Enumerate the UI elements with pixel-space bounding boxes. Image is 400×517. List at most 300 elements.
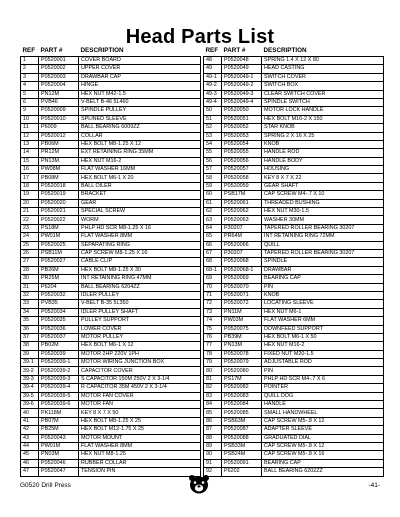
ref-cell: 20: [21, 199, 39, 207]
grizzly-bear-logo-icon: [188, 474, 210, 494]
table-row: [204, 275, 384, 283]
description-cell: SPECIAL SCREW: [79, 208, 201, 216]
ref-cell: 58: [204, 174, 222, 182]
table-row: [204, 417, 384, 425]
ref-cell: 35: [21, 317, 39, 325]
description-cell: TAPERED ROLLER BEARING 30207: [262, 224, 384, 232]
table-row: [204, 174, 384, 182]
part-number-cell: P0520078: [222, 350, 262, 358]
ref-cell: 61: [204, 199, 222, 207]
description-header: DESCRIPTION: [263, 47, 307, 54]
part-number-cell: P0520036: [39, 325, 79, 333]
table-row: [204, 283, 384, 291]
table-row: [204, 241, 384, 249]
table-row: [204, 132, 384, 140]
part-number-cell: P0520032: [39, 291, 79, 299]
ref-cell: 44: [21, 442, 39, 450]
description-cell: CAP SCREW M5-.8 X 16: [262, 451, 384, 459]
table-row: [21, 350, 201, 358]
table-row: [204, 199, 384, 207]
description-cell: HEX BOLT M8-1.25 X 12: [79, 140, 201, 148]
ref-cell: 6: [21, 98, 39, 106]
description-cell: LOWER COVER: [79, 325, 201, 333]
description-cell: PIN: [262, 283, 384, 291]
ref-cell: 64: [204, 224, 222, 232]
table-row: [204, 350, 384, 358]
table-row: [21, 132, 201, 140]
table-row: [21, 325, 201, 333]
ref-cell: 54: [204, 140, 222, 148]
part-number-cell: PR25M: [39, 275, 79, 283]
ref-cell: 9: [21, 107, 39, 115]
description-cell: WASHER 30MM: [262, 216, 384, 224]
part-number-cell: PB25M: [39, 426, 79, 434]
description-cell: FLAT WASHER 6MM: [262, 317, 384, 325]
part-number-cell: PSB24M: [222, 451, 262, 459]
table-row: [21, 249, 201, 257]
ref-cell: 75: [204, 325, 222, 333]
table-row: [204, 359, 384, 367]
description-cell: POINTER: [262, 384, 384, 392]
ref-cell: 77: [204, 342, 222, 350]
description-cell: FLAT WASHER 8MM: [79, 442, 201, 450]
ref-cell: 23: [21, 224, 39, 232]
ref-cell: 39-5: [21, 392, 39, 400]
part-number-cell: P0520054: [222, 140, 262, 148]
part-number-cell: P0520049-4: [222, 98, 262, 106]
description-cell: V-BELT B-46 5L460: [79, 98, 201, 106]
part-number-cell: P0520021: [39, 208, 79, 216]
table-row: [21, 98, 201, 106]
part-number-cell: P0520048: [222, 57, 262, 65]
table-row: [21, 216, 201, 224]
part-number-cell: P0520039-2: [39, 367, 79, 375]
ref-cell: 47: [21, 468, 39, 476]
page-number: -41-: [368, 482, 380, 489]
description-cell: KEY 8 X 7 X 50: [79, 409, 201, 417]
part-number-cell: P0520062: [222, 208, 262, 216]
part-number-cell: P0520072: [222, 300, 262, 308]
table-row: [204, 392, 384, 400]
ref-cell: 18: [21, 182, 39, 190]
ref-cell: 85: [204, 409, 222, 417]
ref-cell: 21: [21, 208, 39, 216]
part-number-cell: P0520075: [222, 325, 262, 333]
part-number-cell: P0520049: [222, 65, 262, 73]
description-cell: BEARING CAP: [262, 459, 384, 467]
description-cell: CAP SCREW M5-.8 X 12: [262, 442, 384, 450]
ref-cell: 55: [204, 149, 222, 157]
description-cell: CLEAR SWITCH COVER: [262, 90, 384, 98]
description-cell: MOTOR MOUNT: [79, 434, 201, 442]
description-cell: PHLP HD SCR M4-.7 X 6: [262, 375, 384, 383]
part-number-cell: P0520039-4: [39, 384, 79, 392]
ref-cell: 1: [21, 57, 39, 65]
part-number-cell: P0520004: [39, 82, 79, 90]
ref-cell: 83: [204, 392, 222, 400]
table-row: [204, 291, 384, 299]
table-row: [204, 157, 384, 165]
ref-cell: 50: [204, 107, 222, 115]
table-row: [204, 57, 384, 65]
table-row: [21, 333, 201, 341]
ref-cell: 34: [21, 308, 39, 316]
description-cell: WORM: [79, 216, 201, 224]
table-row: [21, 459, 201, 467]
ref-cell: 24: [21, 233, 39, 241]
table-row: [204, 149, 384, 157]
description-cell: INT RETAINING RING 72MM: [262, 233, 384, 241]
description-cell: BALL BEARING 6204ZZ: [79, 283, 201, 291]
ref-cell: 80: [204, 367, 222, 375]
part-number-cell: P0520039: [39, 350, 79, 358]
ref-cell: 49-2: [204, 82, 222, 90]
ref-cell: 82: [204, 384, 222, 392]
description-cell: SWITCH BOX: [262, 82, 384, 90]
ref-cell: 27: [21, 258, 39, 266]
description-cell: HEX BOLT M6-1 X 50: [262, 333, 384, 341]
description-cell: EXT RETAINING RING 35MM: [79, 149, 201, 157]
table-row: [21, 115, 201, 123]
description-cell: KNOB: [262, 140, 384, 148]
table-row: [21, 82, 201, 90]
part-number-cell: PB02M: [39, 342, 79, 350]
table-row: [204, 191, 384, 199]
table-row: [204, 82, 384, 90]
table-row: [204, 434, 384, 442]
table-row: [204, 107, 384, 115]
ref-cell: 62: [204, 208, 222, 216]
table-row: [21, 73, 201, 81]
part-header: PART #: [223, 47, 246, 54]
table-row: [204, 325, 384, 333]
part-number-cell: PB06M: [39, 140, 79, 148]
table-header-row: [21, 46, 201, 57]
description-cell: BALL OILER: [79, 182, 201, 190]
part-number-cell: P0520059: [222, 182, 262, 190]
description-cell: SMALL HANDWHEEL: [262, 409, 384, 417]
description-cell: HINGE: [79, 82, 201, 90]
table-row: [21, 157, 201, 165]
part-number-cell: P0520034: [39, 308, 79, 316]
description-cell: HEX BOLT M8-1.25 X 30: [79, 266, 201, 274]
part-number-cell: P0520053: [222, 132, 262, 140]
description-cell: PHLP HD SCR M8-1.25 X 16: [79, 224, 201, 232]
description-cell: HEX BOLT M6-1 X 12: [79, 342, 201, 350]
table-row: [204, 73, 384, 81]
ref-cell: 10: [21, 115, 39, 123]
part-number-cell: P0520051: [222, 115, 262, 123]
ref-cell: 33: [21, 300, 39, 308]
table-row: [21, 317, 201, 325]
part-number-cell: P0520085: [222, 409, 262, 417]
description-cell: CAP SCREW M8-1.25 X 16: [79, 249, 201, 257]
table-row: [204, 224, 384, 232]
description-cell: QUILL DOG: [262, 392, 384, 400]
table-row: [204, 98, 384, 106]
part-number-cell: P0520068-1: [222, 266, 262, 274]
ref-cell: 88: [204, 434, 222, 442]
description-cell: HEX BOLT M8-1.25 X 25: [79, 417, 201, 425]
part-number-cell: P0520018: [39, 182, 79, 190]
ref-cell: 78: [204, 350, 222, 358]
ref-cell: 89: [204, 442, 222, 450]
part-number-cell: PSB63M: [222, 417, 262, 425]
ref-cell: 49: [204, 65, 222, 73]
part-number-cell: P0520043: [39, 434, 79, 442]
parts-table-right: [203, 46, 384, 477]
description-cell: GEAR: [79, 199, 201, 207]
part-number-cell: PN13M: [222, 342, 262, 350]
ref-cell: 25: [21, 241, 39, 249]
description-cell: THREADED BUSHING: [262, 199, 384, 207]
ref-cell: 70: [204, 283, 222, 291]
table-row: [204, 233, 384, 241]
ref-cell: 46: [21, 459, 39, 467]
description-cell: FLAT WASHER 8MM: [79, 233, 201, 241]
part-number-cell: PW01M: [39, 233, 79, 241]
ref-cell: 16: [21, 166, 39, 174]
ref-cell: 67: [204, 249, 222, 257]
ref-cell: 49-4: [204, 98, 222, 106]
ref-cell: 45: [21, 451, 39, 459]
description-cell: MOTOR WIRING JUNCTION BOX: [79, 359, 201, 367]
parts-table-right-body: [204, 57, 384, 477]
description-cell: FLAT WASHER 16MM: [79, 166, 201, 174]
ref-cell: 91: [204, 459, 222, 467]
part-number-cell: PSB33M: [222, 442, 262, 450]
part-number-cell: PVB46: [39, 98, 79, 106]
part-number-cell: P0520010: [39, 115, 79, 123]
description-cell: PULLEY SUPPORT: [79, 317, 201, 325]
part-number-cell: P0520020: [39, 199, 79, 207]
table-row: [204, 308, 384, 316]
ref-cell: 40: [21, 409, 39, 417]
ref-cell: 12: [21, 132, 39, 140]
part-number-cell: P0520050: [222, 107, 262, 115]
table-row: [204, 401, 384, 409]
part-number-cell: PB26M: [39, 266, 79, 274]
description-cell: HEX NUT M8-1.25: [79, 451, 201, 459]
table-row: [21, 166, 201, 174]
description-cell: R CAPACITOR 35M 450V 2 X 3-1/4: [79, 384, 201, 392]
ref-cell: 90: [204, 451, 222, 459]
table-row: [204, 451, 384, 459]
description-cell: CAPACITOR COVER: [79, 367, 201, 375]
part-number-cell: P0520080: [222, 367, 262, 375]
table-row: [204, 367, 384, 375]
ref-cell: 36: [21, 325, 39, 333]
part-number-cell: P0520019: [39, 191, 79, 199]
description-cell: TENSION PIN: [79, 468, 201, 476]
ref-cell: 56: [204, 157, 222, 165]
table-row: [21, 208, 201, 216]
part-number-cell: P0520039-6: [39, 401, 79, 409]
ref-cell: 51: [204, 115, 222, 123]
part-number-cell: P0520070: [222, 283, 262, 291]
description-cell: KEY 8 X 7 X 22: [262, 174, 384, 182]
table-row: [204, 182, 384, 190]
ref-cell: 57: [204, 166, 222, 174]
footer-model: G0520 Drill Press: [20, 482, 71, 489]
part-number-cell: P0520079: [222, 359, 262, 367]
ref-cell: 39-2: [21, 367, 39, 375]
ref-cell: 66: [204, 241, 222, 249]
table-row: [21, 392, 201, 400]
table-row: [204, 90, 384, 98]
description-cell: HEAD CASTING: [262, 65, 384, 73]
description-cell: INT RETAINING RING 47MM: [79, 275, 201, 283]
ref-cell: 28: [21, 266, 39, 274]
description-cell: MOTOR 2HP 220V 1PH: [79, 350, 201, 358]
ref-cell: 32: [21, 291, 39, 299]
table-row: [204, 266, 384, 274]
description-cell: S CAPACITOR 150M 250V 2 X 3-1/4: [79, 375, 201, 383]
part-number-cell: PN03M: [39, 451, 79, 459]
table-row: [21, 291, 201, 299]
description-cell: DOWNFEED SUPPORT: [262, 325, 384, 333]
description-cell: BALL BEARING 6202ZZ: [262, 468, 384, 476]
part-number-cell: P0520061: [222, 199, 262, 207]
part-number-cell: PW01M: [39, 442, 79, 450]
table-row: [204, 249, 384, 257]
part-number-cell: P0520049-2: [222, 82, 262, 90]
ref-cell: 59: [204, 182, 222, 190]
table-row: [21, 258, 201, 266]
table-row: [21, 224, 201, 232]
description-cell: HEX NUT M42-1.5: [79, 90, 201, 98]
table-row: [21, 241, 201, 249]
part-number-cell: PW03M: [222, 317, 262, 325]
description-cell: SPINDLE SWITCH: [262, 98, 384, 106]
description-cell: COVER BOARD: [79, 57, 201, 65]
table-row: [21, 266, 201, 274]
part-number-cell: P0520083: [222, 392, 262, 400]
description-cell: CABLE CLIP: [79, 258, 201, 266]
part-number-cell: P6009: [39, 124, 79, 132]
part-number-cell: P0520046: [39, 459, 79, 467]
ref-cell: 69: [204, 275, 222, 283]
table-row: [21, 409, 201, 417]
table-row: [204, 333, 384, 341]
ref-cell: 81: [204, 375, 222, 383]
ref-cell: 42: [21, 426, 39, 434]
description-cell: HANDLE ROD: [262, 149, 384, 157]
description-cell: MOTOR FAN COVER: [79, 392, 201, 400]
part-number-cell: P0520025: [39, 241, 79, 249]
ref-cell: 2: [21, 65, 39, 73]
part-number-cell: P0520069: [222, 275, 262, 283]
description-cell: BEARING CAP: [262, 275, 384, 283]
description-cell: HANDLE BODY: [262, 157, 384, 165]
table-row: [21, 124, 201, 132]
table-row: [204, 208, 384, 216]
part-number-cell: P0520022: [39, 216, 79, 224]
ref-cell: 15: [21, 157, 39, 165]
part-number-cell: P0520057: [222, 166, 262, 174]
table-row: [21, 367, 201, 375]
part-number-cell: P0520003: [39, 73, 79, 81]
ref-cell: 39-1: [21, 359, 39, 367]
part-number-cell: P0520088: [222, 434, 262, 442]
table-row: [204, 375, 384, 383]
part-header: PART #: [40, 47, 63, 54]
description-cell: V-BELT B-35 5L350: [79, 300, 201, 308]
table-row: [21, 375, 201, 383]
part-number-cell: P0520056: [222, 157, 262, 165]
description-cell: HEX NUT M16-2: [79, 157, 201, 165]
ref-cell: 68-1: [204, 266, 222, 274]
table-row: [204, 442, 384, 450]
description-cell: SPINDLE PULLEY: [79, 107, 201, 115]
description-cell: IDLER PULLEY SHAFT: [79, 308, 201, 316]
table-row: [21, 174, 201, 182]
table-row: [21, 140, 201, 148]
table-row: [204, 258, 384, 266]
part-number-cell: PW08M: [39, 166, 79, 174]
description-cell: SEPARATING RING: [79, 241, 201, 249]
table-row: [204, 65, 384, 73]
table-row: [204, 124, 384, 132]
part-number-cell: PN12M: [39, 90, 79, 98]
table-row: [204, 459, 384, 467]
part-number-cell: P0520049-3: [222, 90, 262, 98]
parts-table-left-body: [21, 57, 201, 477]
part-number-cell: P30207: [222, 249, 262, 257]
ref-cell: 79: [204, 359, 222, 367]
table-row: [21, 149, 201, 157]
ref-cell: 17: [21, 174, 39, 182]
part-number-cell: P0520049-1: [222, 73, 262, 81]
ref-cell: 37: [21, 333, 39, 341]
part-number-cell: PR64M: [222, 233, 262, 241]
table-header-row: [204, 46, 384, 57]
table-row: [21, 90, 201, 98]
part-number-cell: P0520063: [222, 216, 262, 224]
description-cell: HEX NUT M6-1: [262, 308, 384, 316]
description-cell: KNOB: [262, 291, 384, 299]
description-cell: HEX BOLT M12-1.75 X 25: [79, 426, 201, 434]
description-cell: MOTOR LOCK HANDLE: [262, 107, 384, 115]
ref-cell: 19: [21, 191, 39, 199]
ref-cell: 49-3: [204, 90, 222, 98]
ref-cell: 26: [21, 249, 39, 257]
ref-cell: 43: [21, 434, 39, 442]
part-number-cell: P0520039-3: [39, 375, 79, 383]
part-number-cell: PS18M: [39, 224, 79, 232]
table-row: [204, 300, 384, 308]
description-cell: DRAWBAR: [262, 266, 384, 274]
part-number-cell: PB07M: [39, 417, 79, 425]
part-number-cell: P0520037: [39, 333, 79, 341]
description-cell: BALL BEARING 6009ZZ: [79, 124, 201, 132]
ref-cell: 5: [21, 90, 39, 98]
parts-table-left: [20, 46, 201, 477]
ref-cell: 73: [204, 308, 222, 316]
description-cell: PIN: [262, 367, 384, 375]
table-row: [21, 57, 201, 65]
part-number-cell: PB39M: [222, 333, 262, 341]
part-number-cell: P0520039-1: [39, 359, 79, 367]
part-number-cell: P30207: [222, 224, 262, 232]
part-number-cell: PN11M: [222, 308, 262, 316]
table-row: [21, 191, 201, 199]
description-cell: GEAR SHAFT: [262, 182, 384, 190]
part-number-cell: PVB35: [39, 300, 79, 308]
part-number-cell: P0520055: [222, 149, 262, 157]
ref-cell: 72: [204, 300, 222, 308]
ref-cell: 76: [204, 333, 222, 341]
